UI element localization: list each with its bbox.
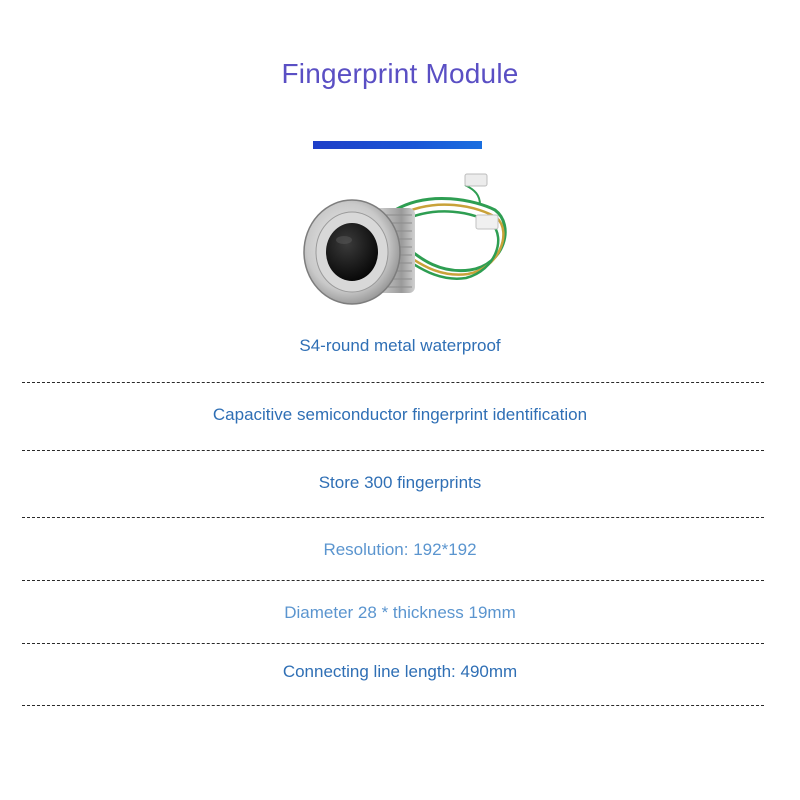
divider (22, 580, 764, 581)
spec-cable-length: Connecting line length: 490mm (282, 662, 518, 681)
title-underline-bar (313, 141, 482, 149)
product-caption: S4-round metal waterproof (299, 336, 501, 355)
divider (22, 643, 764, 644)
spec-resolution: Resolution: 192*192 (323, 540, 477, 559)
fingerprint-module-image (300, 170, 530, 320)
divider (22, 382, 764, 383)
spec-identification: Capacitive semiconductor fingerprint identification (212, 405, 588, 424)
page-title: Fingerprint Module (281, 58, 519, 89)
divider (22, 705, 764, 706)
divider (22, 450, 764, 451)
spec-dimensions: Diameter 28 * thickness 19mm (284, 603, 516, 622)
spec-capacity: Store 300 fingerprints (318, 473, 482, 492)
divider (22, 517, 764, 518)
